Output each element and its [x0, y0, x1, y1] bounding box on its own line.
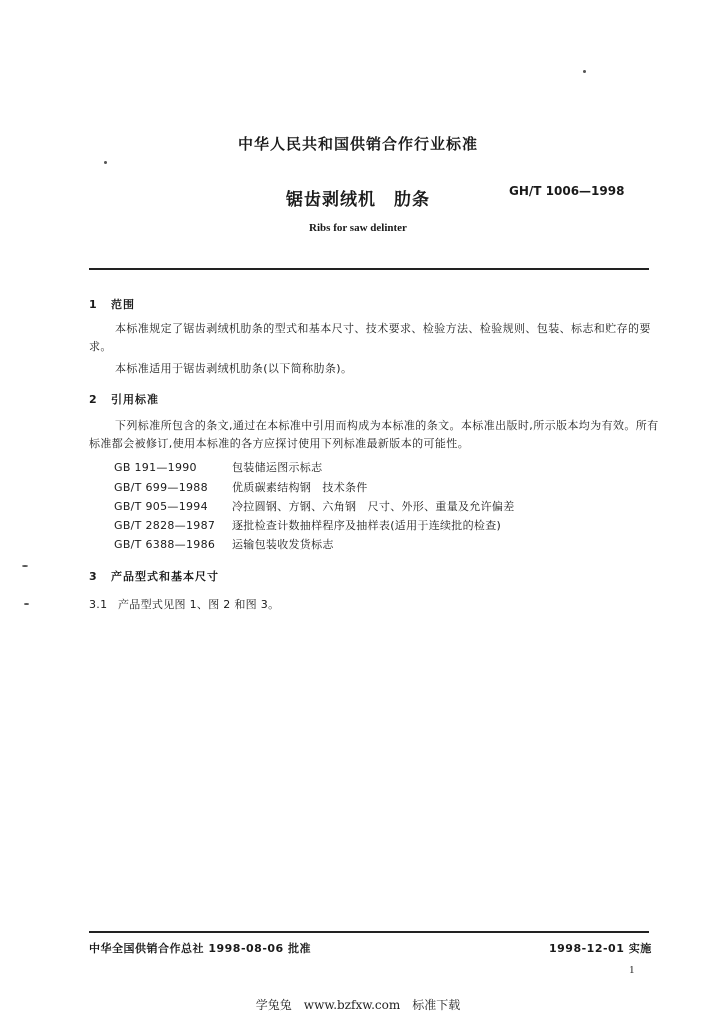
section-number: 2	[89, 393, 98, 406]
section-title: 范围	[111, 298, 135, 311]
subsection-3-1	[89, 596, 279, 612]
section-title: 引用标准	[111, 393, 159, 406]
page-number: 1	[629, 964, 635, 976]
organization-title: 中华人民共和国供销合作行业标准	[237, 135, 478, 153]
reference-code: GB/T 905—1994	[114, 500, 208, 513]
reference-item	[114, 536, 334, 552]
subsection-text: 产品型式见图 1、图 2 和图 3。	[118, 598, 280, 611]
reference-name: 运输包装收发货标志	[232, 538, 334, 551]
scope-paragraph-1	[89, 320, 659, 356]
reference-code: GB/T 6388—1986	[114, 538, 216, 551]
references-intro	[89, 417, 659, 453]
section-3-heading	[89, 568, 219, 584]
scan-speck	[104, 161, 107, 164]
paragraph-text: 本标准规定了锯齿剥绒机肋条的型式和基本尺寸、技术要求、检验方法、检验规则、包装、标志和贮存的要求。	[89, 322, 651, 353]
paragraph-text: 本标准适用于锯齿剥绒机肋条(以下简称肋条)。	[115, 362, 353, 375]
subsection-number: 3.1	[89, 598, 108, 611]
reference-code: GB 191—1990	[114, 461, 197, 474]
english-title: Ribs for saw delinter	[309, 222, 407, 234]
header-divider	[89, 268, 649, 270]
approval-info: 中华全国供销合作总社 1998-08-06 批准	[89, 942, 312, 955]
section-title: 产品型式和基本尺寸	[111, 570, 219, 583]
scan-speck	[583, 70, 586, 73]
document-title: 锯齿剥绒机 肋条	[286, 190, 430, 210]
implementation-date: 1998-12-01 实施	[549, 942, 652, 955]
section-1-heading	[89, 296, 135, 312]
reference-item	[114, 517, 501, 533]
section-2-heading	[89, 391, 159, 407]
watermark: 学兔兔 www.bzfxw.com 标准下载	[255, 998, 461, 1012]
reference-name: 逐批检查计数抽样程序及抽样表(适用于连续批的检查)	[232, 519, 502, 532]
scan-speck	[24, 603, 29, 605]
reference-item	[114, 498, 515, 514]
scan-speck	[22, 565, 28, 567]
paragraph-text: 下列标准所包含的条文,通过在本标准中引用而构成为本标准的条文。本标准出版时,所示版本均为有效。所有标准都会被修订,使用本标准的各方应探讨使用下列标准最新版本的可能性。	[89, 419, 659, 450]
reference-name: 冷拉圆钢、方钢、六角钢 尺寸、外形、重量及允许偏差	[232, 500, 515, 513]
reference-name: 优质碳素结构钢 技术条件	[232, 481, 368, 494]
reference-code: GB/T 2828—1987	[114, 519, 216, 532]
section-number: 1	[89, 298, 98, 311]
reference-code: GB/T 699—1988	[114, 481, 208, 494]
reference-name: 包装储运图示标志	[232, 461, 323, 474]
scope-paragraph-2	[89, 360, 659, 378]
footer-divider	[89, 931, 649, 933]
standard-number: GH/T 1006—1998	[509, 184, 625, 198]
reference-item	[114, 459, 322, 475]
reference-item	[114, 479, 368, 495]
section-number: 3	[89, 570, 98, 583]
